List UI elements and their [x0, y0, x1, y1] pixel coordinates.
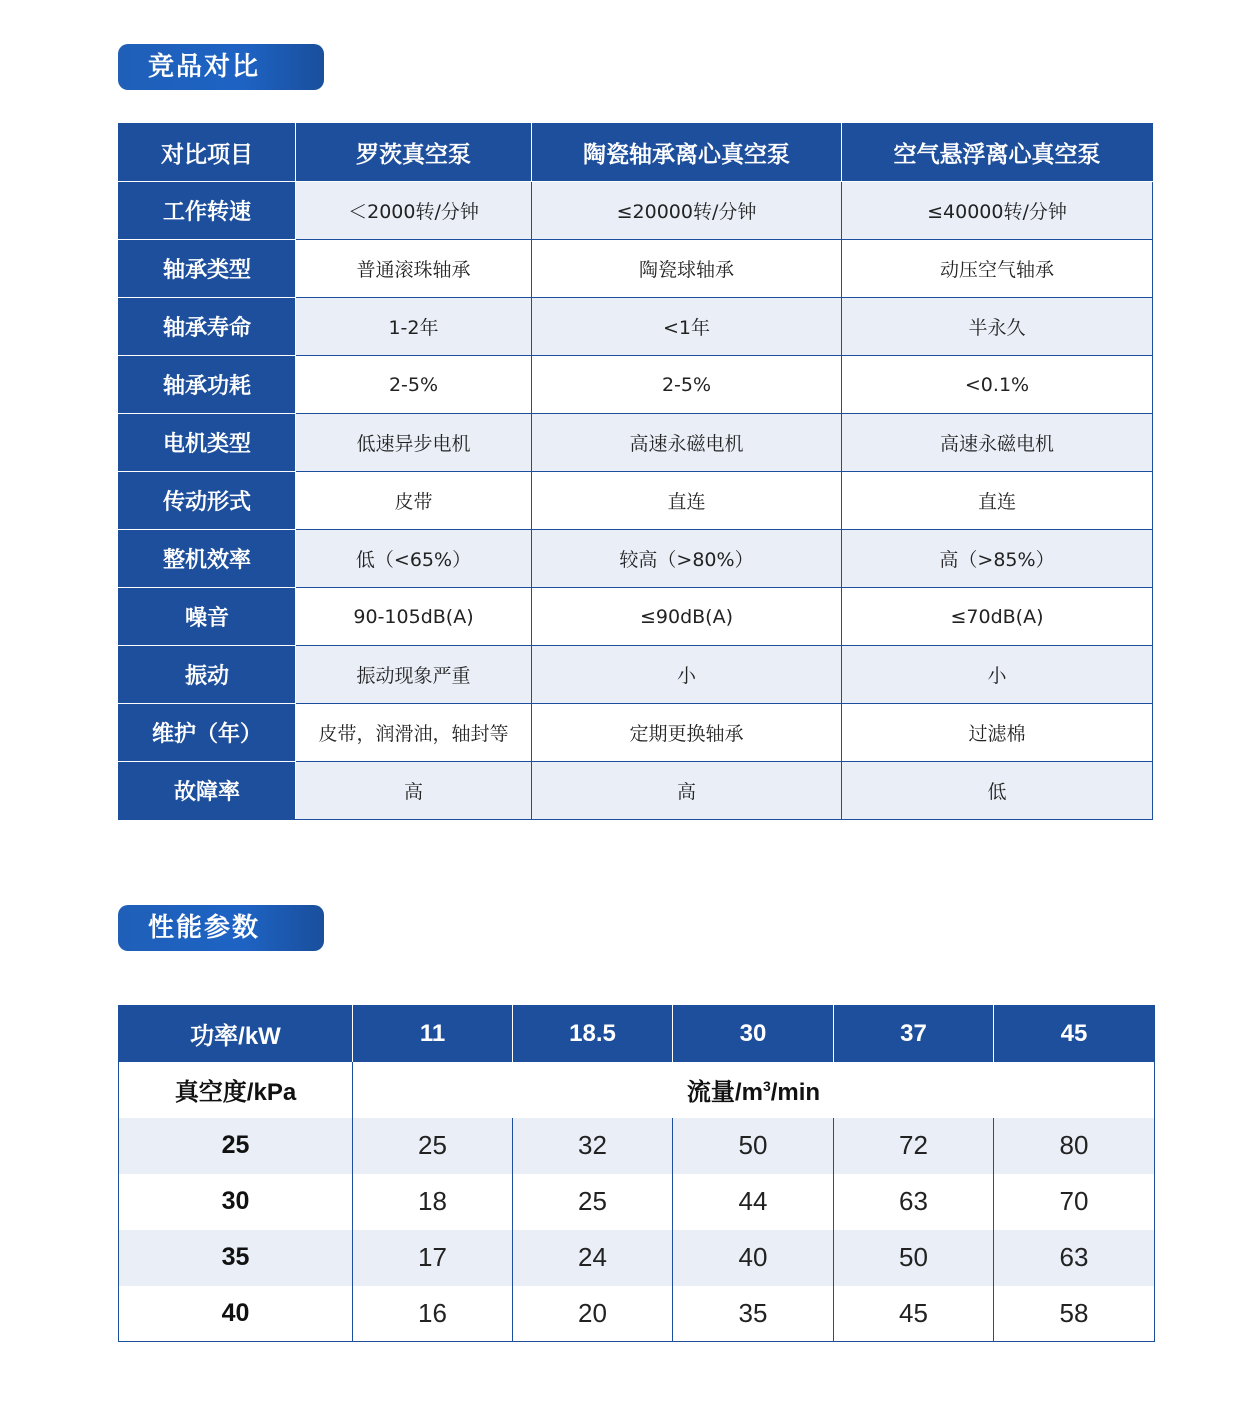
comparison-cell: 半永久	[842, 298, 1153, 356]
flow-value: 50	[834, 1230, 994, 1286]
power-value: 30	[673, 1006, 834, 1062]
flow-value: 70	[994, 1174, 1155, 1230]
vacuum-value: 25	[119, 1118, 353, 1174]
comparison-cell: ≤40000转/分钟	[842, 182, 1153, 240]
header-cell: 对比项目	[119, 124, 296, 182]
comparison-cell: ≤20000转/分钟	[532, 182, 842, 240]
comparison-cell: ＜2000转/分钟	[296, 182, 532, 240]
flow-value: 58	[994, 1286, 1155, 1342]
flow-label: 流量$/m^3/\min$	[353, 1062, 1155, 1118]
header-cell: 罗茨真空泵	[296, 124, 532, 182]
comparison-cell: ≤70dB(A)	[842, 588, 1153, 646]
comparison-cell: ≤90dB(A)	[532, 588, 842, 646]
section-title-performance-parameters: 性能参数	[118, 905, 324, 951]
comparison-cell: 定期更换轴承	[532, 704, 842, 762]
comparison-cell: 低速异步电机	[296, 414, 532, 472]
comparison-cell: 普通滚珠轴承	[296, 240, 532, 298]
comparison-item-label: 轴承功耗	[119, 356, 296, 414]
comparison-cell: 小	[532, 646, 842, 704]
vacuum-value: 40	[119, 1286, 353, 1342]
performance-row	[119, 1230, 1155, 1286]
performance-row	[119, 1286, 1155, 1342]
comparison-item-label: 轴承寿命	[119, 298, 296, 356]
comparison-row	[119, 356, 1153, 414]
comparison-cell: 2-5%	[532, 356, 842, 414]
header-cell: 空气悬浮离心真空泵	[842, 124, 1153, 182]
comparison-row	[119, 472, 1153, 530]
flow-value: 17	[353, 1230, 513, 1286]
comparison-cell: <1年	[532, 298, 842, 356]
flow-value: 80	[994, 1118, 1155, 1174]
comparison-row	[119, 704, 1153, 762]
comparison-cell: 1-2年	[296, 298, 532, 356]
flow-value: 32	[513, 1118, 673, 1174]
vacuum-value: 35	[119, 1230, 353, 1286]
comparison-item-label: 整机效率	[119, 530, 296, 588]
comparison-cell: 振动现象严重	[296, 646, 532, 704]
comparison-cell: 90-105dB(A)	[296, 588, 532, 646]
comparison-item-label: 振动	[119, 646, 296, 704]
comparison-item-label: 轴承类型	[119, 240, 296, 298]
flow-value: 20	[513, 1286, 673, 1342]
flow-value: 44	[673, 1174, 834, 1230]
comparison-cell: <0.1%	[842, 356, 1153, 414]
comparison-row	[119, 762, 1153, 820]
comparison-cell: 低（<65%）	[296, 530, 532, 588]
flow-value: 25	[513, 1174, 673, 1230]
flow-value: 72	[834, 1118, 994, 1174]
comparison-table	[118, 123, 1153, 820]
flow-value: 25	[353, 1118, 513, 1174]
power-label: 功率/kW	[119, 1006, 353, 1062]
comparison-item-label: 电机类型	[119, 414, 296, 472]
comparison-cell: 陶瓷球轴承	[532, 240, 842, 298]
comparison-cell: 高速永磁电机	[842, 414, 1153, 472]
flow-value: 35	[673, 1286, 834, 1342]
power-value: 45	[994, 1006, 1155, 1062]
comparison-row	[119, 240, 1153, 298]
performance-table	[118, 1005, 1155, 1342]
comparison-cell: 低	[842, 762, 1153, 820]
power-value: 37	[834, 1006, 994, 1062]
comparison-item-label: 噪音	[119, 588, 296, 646]
comparison-cell: 2-5%	[296, 356, 532, 414]
comparison-cell: 较高（>80%）	[532, 530, 842, 588]
comparison-cell: 皮带，润滑油，轴封等	[296, 704, 532, 762]
flow-value: 63	[834, 1174, 994, 1230]
comparison-row	[119, 646, 1153, 704]
power-header-row	[119, 1006, 1155, 1062]
comparison-cell: 皮带	[296, 472, 532, 530]
comparison-item-label: 故障率	[119, 762, 296, 820]
flow-value: 18	[353, 1174, 513, 1230]
comparison-cell: 直连	[842, 472, 1153, 530]
comparison-row	[119, 414, 1153, 472]
comparison-cell: 动压空气轴承	[842, 240, 1153, 298]
vacuum-value: 30	[119, 1174, 353, 1230]
comparison-item-label: 维护（年）	[119, 704, 296, 762]
flow-value: 24	[513, 1230, 673, 1286]
comparison-item-label: 传动形式	[119, 472, 296, 530]
flow-value: 63	[994, 1230, 1155, 1286]
comparison-row	[119, 588, 1153, 646]
performance-row	[119, 1174, 1155, 1230]
comparison-cell: 过滤棉	[842, 704, 1153, 762]
section-title-competitor-comparison: 竞品对比	[118, 44, 324, 90]
subheader-row	[119, 1062, 1155, 1118]
flow-value: 40	[673, 1230, 834, 1286]
comparison-cell: 直连	[532, 472, 842, 530]
comparison-cell: 高	[296, 762, 532, 820]
header-cell: 陶瓷轴承离心真空泵	[532, 124, 842, 182]
comparison-cell: 高（>85%）	[842, 530, 1153, 588]
comparison-header-row	[119, 124, 1153, 182]
performance-row	[119, 1118, 1155, 1174]
comparison-row	[119, 182, 1153, 240]
flow-value: 16	[353, 1286, 513, 1342]
comparison-item-label: 工作转速	[119, 182, 296, 240]
vacuum-label: 真空度/kPa	[119, 1062, 353, 1118]
comparison-row	[119, 298, 1153, 356]
comparison-cell: 高	[532, 762, 842, 820]
power-value: 18.5	[513, 1006, 673, 1062]
comparison-cell: 高速永磁电机	[532, 414, 842, 472]
flow-value: 50	[673, 1118, 834, 1174]
power-value: 11	[353, 1006, 513, 1062]
flow-value: 45	[834, 1286, 994, 1342]
comparison-cell: 小	[842, 646, 1153, 704]
comparison-row	[119, 530, 1153, 588]
